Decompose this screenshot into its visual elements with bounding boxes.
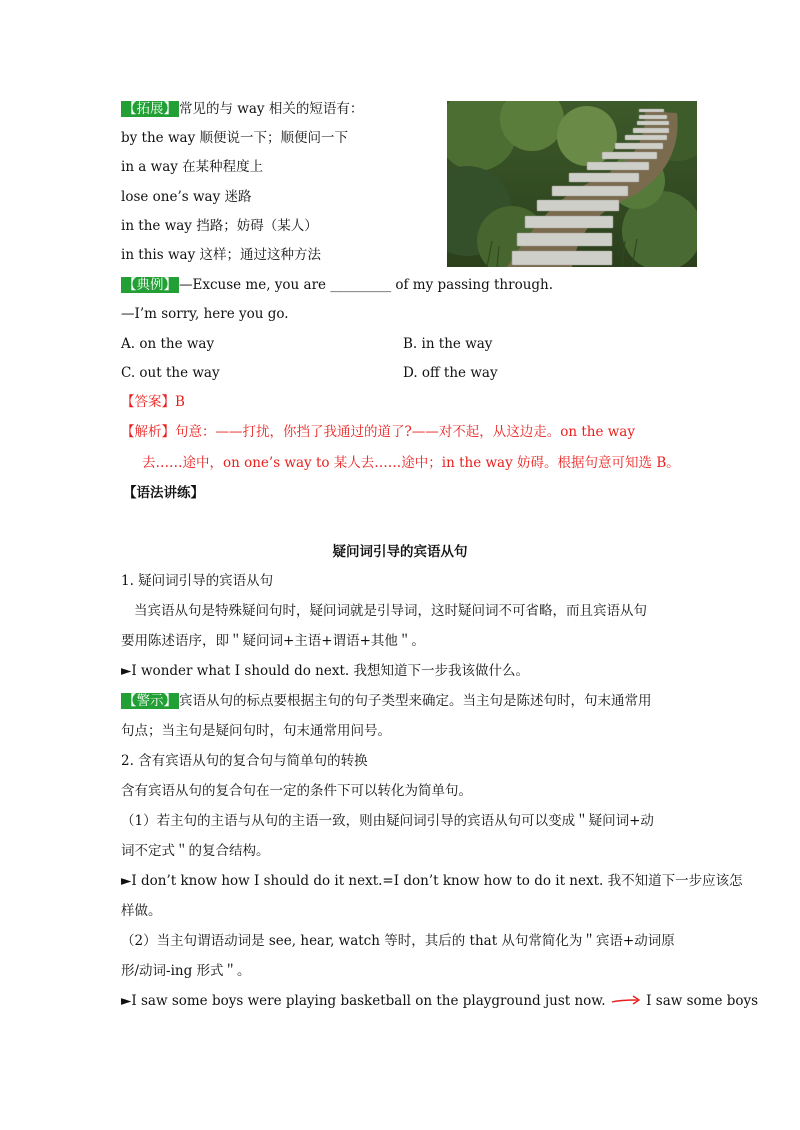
s2-intro: 含有宾语从句的复合句在一定的条件下可以转化为简单句。 (121, 783, 472, 799)
answer-label: 【答案】 (121, 394, 175, 410)
example2-line (121, 992, 758, 1011)
warning-line-2: 句点；当主句是疑问句时，句末通常用问号。 (121, 723, 391, 739)
section-title: 疑问词引导的宾语从句 (332, 544, 468, 560)
analysis-line-2: 去……途中，on one’s way to 某人去……途中；in the way 妨碍。根据句意可知选 B。 (142, 455, 680, 471)
rule2-line-1: （2）当主句谓语动词是 see, hear, watch 等时，其后的 that 从句常简化为＂宾语+动词原 (121, 933, 675, 949)
s1-paragraph-1: 当宾语从句是特殊疑问句时，疑问词就是引导词，这时疑问词不可省略，而且宾语从句 (134, 603, 647, 619)
example-question-line (121, 276, 553, 294)
option-d: D. off the way (403, 365, 498, 381)
expansion-intro-line (121, 100, 363, 118)
example2-left: ►I saw some boys were playing basketball on the playground just now. (121, 993, 606, 1009)
example-reply: —I’m sorry, here you go. (121, 306, 289, 322)
phrase-lose-ones-way: lose one’s way 迷路 (121, 189, 252, 205)
answer-line (121, 393, 185, 411)
example1-line-1: ►I don’t know how I should do it next.=I don’t know how to do it next. 我不知道下一步应该怎 (121, 873, 743, 889)
rule2-line-2: 形/动词-ing 形式＂。 (121, 963, 251, 979)
stone-path-photo (447, 101, 697, 267)
phrase-in-a-way: in a way 在某种程度上 (121, 159, 264, 175)
analysis-text-1: 句意：——打扰，你挡了我通过的道了?——对不起，从这边走。on the way (175, 424, 635, 440)
answer-value: B (175, 394, 185, 410)
option-b: B. in the way (403, 336, 493, 352)
warning-line-1 (121, 692, 652, 710)
s1-example: ►I wonder what I should do next. 我想知道下一步我该做什么。 (121, 663, 529, 679)
phrase-in-the-way: in the way 挡路；妨碍（某人） (121, 218, 318, 234)
example-question: —Excuse me, you are _________ of my passing through. (179, 277, 554, 293)
option-c: C. out the way (121, 365, 220, 381)
analysis-line-1 (121, 423, 635, 441)
rule1-line-1: （1）若主句的主语与从句的主语一致，则由疑问词引导的宾语从句可以变成＂疑问词+动 (121, 813, 654, 829)
example-tag: 【典例】 (123, 277, 177, 293)
warning-text-1: 宾语从句的标点要根据主句的句子类型来确定。当主句是陈述句时，句末通常用 (179, 693, 652, 709)
s1-heading: 1. 疑问词引导的宾语从句 (121, 573, 274, 589)
phrase-in-this-way: in this way 这样；通过这种方法 (121, 247, 321, 263)
s2-heading: 2. 含有宾语从句的复合句与简单句的转换 (121, 753, 368, 769)
rule1-line-2: 词不定式＂的复合结构。 (121, 843, 270, 859)
expansion-intro: 常见的与 way 相关的短语有： (179, 101, 364, 117)
grammar-header: 【语法讲练】 (123, 485, 204, 501)
warning-tag: 【警示】 (123, 693, 177, 709)
s1-paragraph-2: 要用陈述语序，即＂疑问词+主语+谓语+其他＂。 (121, 633, 425, 649)
example2-right: I saw some boys (646, 993, 759, 1009)
option-a: A. on the way (121, 336, 215, 352)
analysis-label: 【解析】 (121, 424, 175, 440)
right-arrow-icon (610, 993, 642, 1011)
expansion-tag: 【拓展】 (123, 101, 177, 117)
example1-line-2: 样做。 (121, 903, 162, 919)
phrase-by-the-way: by the way 顺便说一下；顺便问一下 (121, 130, 348, 146)
